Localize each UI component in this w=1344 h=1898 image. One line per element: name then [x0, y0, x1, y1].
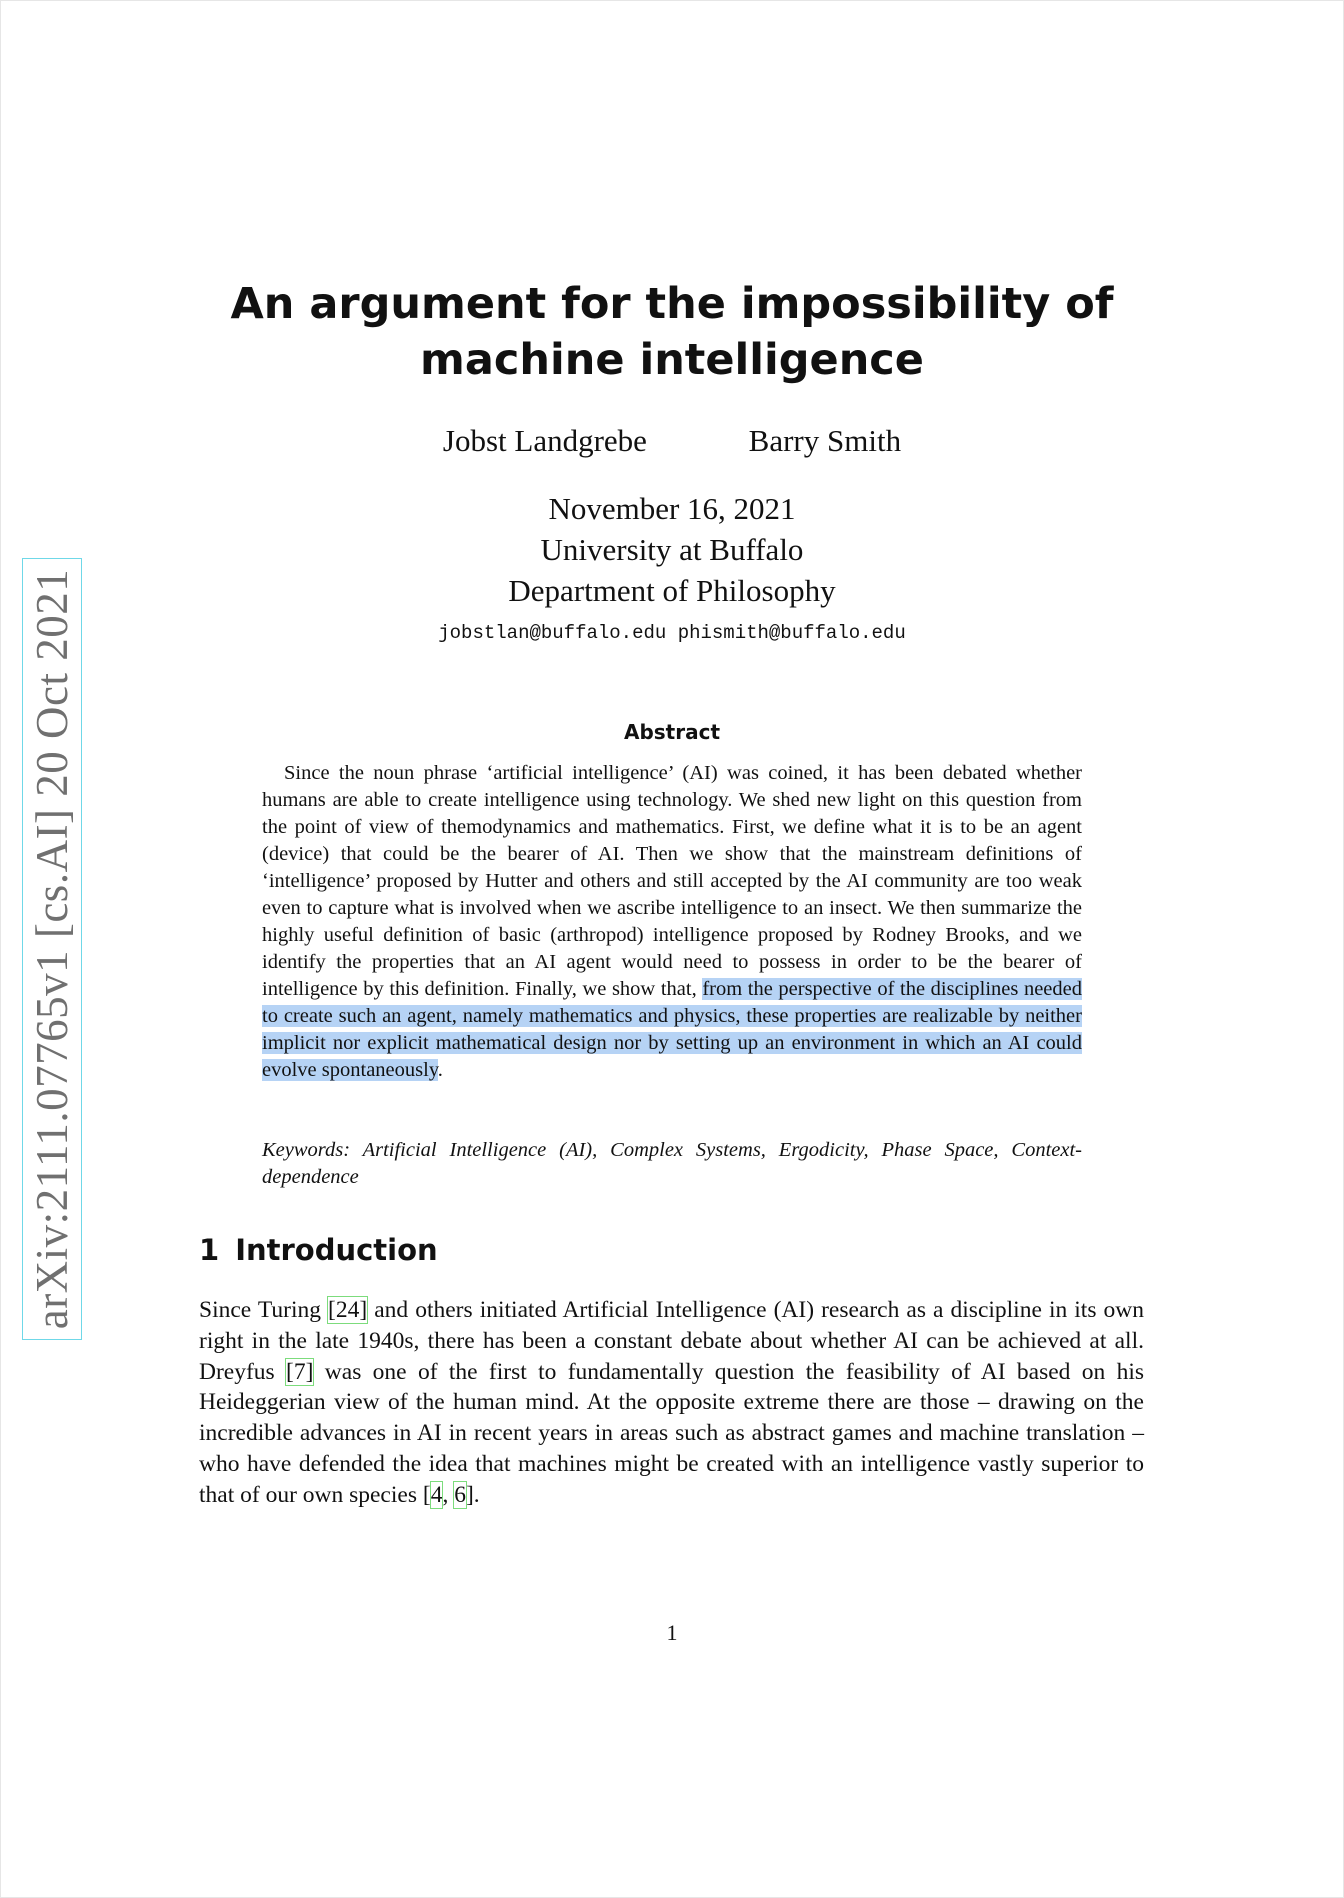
- abstract-end: .: [437, 1059, 443, 1081]
- institution: University at Buffalo: [540, 532, 804, 567]
- intro-text: was one of the first to fundamentally question the feasibility of AI based on his Heideggerian view of the human mind. At the opposite extreme there are those – drawing on the incredible advances in AI in recent years in areas such as abstract games and machine translation – who have defended the idea that machines might be created with an intelligence vastly superior to that of our own species: [199, 1358, 1144, 1508]
- arxiv-identifier-stamp[interactable]: [22, 558, 82, 1340]
- page-number: 1: [666, 1620, 678, 1645]
- citation-link[interactable]: [7]: [286, 1358, 314, 1385]
- publication-date: November 16, 2021: [548, 491, 796, 526]
- author-name: Jobst Landgrebe: [442, 423, 647, 458]
- author-emails[interactable]: jobstlan@buffalo.edu phismith@buffalo.edu: [438, 622, 906, 644]
- author-name: Barry Smith: [748, 423, 902, 458]
- section-title: Introduction: [235, 1233, 438, 1267]
- citation-link[interactable]: 4: [430, 1481, 443, 1508]
- citation-separator: ,: [442, 1481, 455, 1508]
- affiliation-block: [200, 488, 1144, 611]
- abstract-heading: Abstract: [623, 720, 721, 744]
- citation-link[interactable]: [24]: [328, 1297, 368, 1323]
- abstract-body: Since the noun phrase ‘artificial intelligence’ (AI) was coined, it has been debated whether humans are able to create intelligence using technology. We shed new light on this question from the point of view of themodynamics and mathematics. First, we define what it is to be an agent (device) that could be the bearer of AI. Then we show that the mainstream definitions of ‘intelligence’ proposed by Hutter and others and still accepted by the AI community are too weak even to capture what is involved when we ascribe intelligence to an insect. We then summarize the highly useful definition of basic (arthropod) intelligence proposed by Rodney Brooks, and we identify the properties that an AI agent would need to possess in order to be the bearer of intelligence by this definition. Finally, we show that,: [262, 762, 1082, 1000]
- highlighted-text-selection[interactable]: from the perspective of the disciplines needed to create such an agent, namely mathematics and physics, these properties are realizable by neither implicit nor explicit mathematical design nor by setting up an environment in which an AI could evolve spontaneously: [262, 978, 1082, 1081]
- arxiv-identifier-text: arXiv:2111.07765v1 [cs.AI] 20 Oct 2021: [27, 568, 77, 1330]
- abstract-text: [262, 760, 1082, 1084]
- section-number: 1: [199, 1233, 220, 1267]
- citation-bracket: [: [422, 1481, 431, 1508]
- paper-title: [170, 276, 1174, 388]
- intro-text: and others initiated Artificial Intelligence (AI) research as a discipline in its own right in the late 1940s, there has been a constant debate about whether AI can be achieved at all. Dreyfus: [199, 1297, 1144, 1385]
- introduction-paragraph: [199, 1295, 1144, 1511]
- citation-bracket: ].: [465, 1481, 480, 1508]
- author-list: [200, 423, 1144, 459]
- title-line-2: machine intelligence: [420, 335, 924, 385]
- keywords: Keywords: Artificial Intelligence (AI), Complex Systems, Ergodicity, Phase Space, Context-dependence: [262, 1139, 1082, 1188]
- department: Department of Philosophy: [508, 573, 836, 608]
- section-heading: [199, 1233, 1143, 1267]
- intro-text: Since Turing: [199, 1297, 329, 1323]
- citation-link[interactable]: 6: [454, 1481, 466, 1508]
- title-line-1: An argument for the impossibility of: [230, 279, 1114, 329]
